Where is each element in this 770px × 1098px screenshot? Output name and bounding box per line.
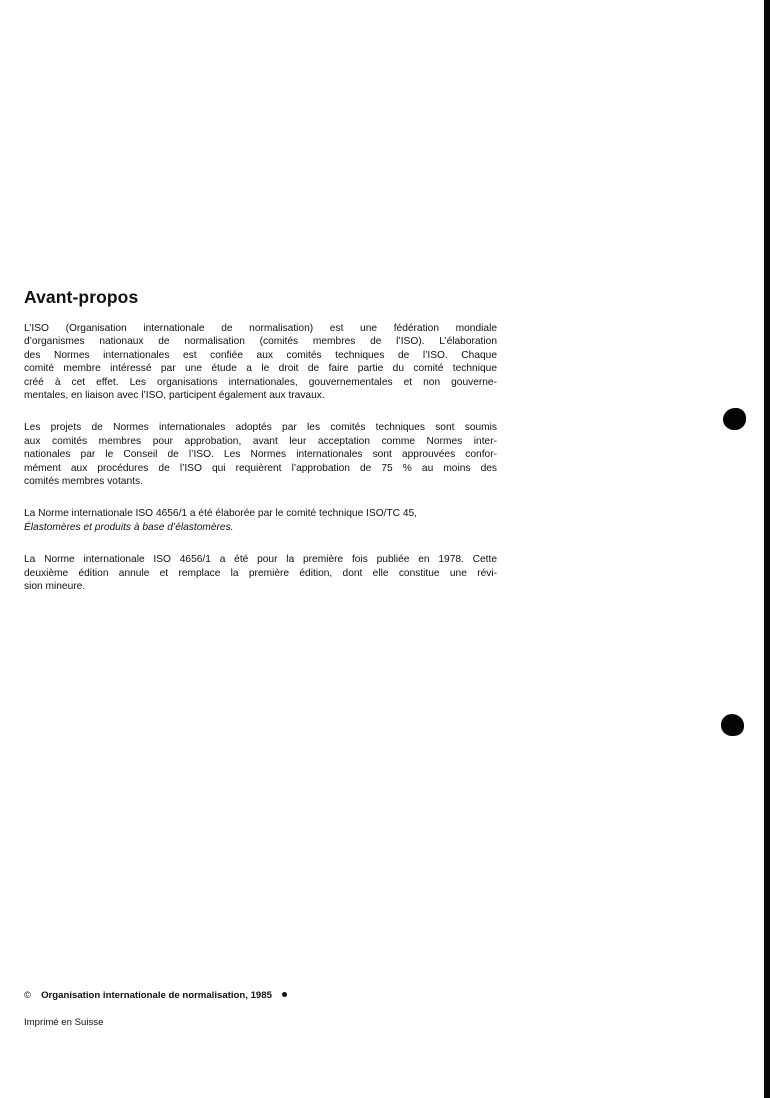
text-line: deuxième édition annule et remplace la première édition, dont elle constitue une révi- [24,567,497,579]
punch-hole-icon [723,408,746,430]
text-line: aux comités membres pour approbation, avant leur acceptation comme Normes inter- [24,435,497,447]
text-line: sion mineure. [24,581,86,593]
paragraph-approval-process [24,421,497,488]
copyright-icon: © [24,990,32,1001]
punch-hole-icon [721,714,744,736]
body-text [24,322,497,613]
printed-in-notice: Imprimé en Suisse [24,1017,104,1028]
text-line: La Norme internationale ISO 4656/1 a été élaborée par le comité technique ISO/TC 45, [24,508,418,520]
text-line: mentales, en liaison avec l’ISO, participent également aux travaux. [24,390,325,402]
text-line: d’organismes nationaux de normalisation (comités membres de l’ISO). L’élaboration [24,336,497,348]
scan-edge-band [764,0,770,1098]
paragraph-edition-history [24,553,497,593]
committee-title: Élastomères et produits à base d’élastomères. [24,521,234,533]
copyright-text: Organisation internationale de normalisation, 1985 [41,990,272,1001]
page-title: Avant-propos [24,287,139,307]
text-line: Les projets de Normes internationales adoptés par les comités techniques sont soumis [24,422,497,434]
bullet-dot-icon [282,992,287,997]
text-line: comité membre intéressé par une étude a le droit de faire partie du comité technique [24,363,497,375]
text-line: nationales par le Conseil de l’ISO. Les Normes internationales sont approuvées confor- [24,449,497,461]
text-line: mément aux procédures de l’ISO qui requièrent l’approbation de 75 % au moins des [24,462,497,474]
text-line: créé à cet effet. Les organisations internationales, gouvernementales et non gouverne- [24,376,497,388]
text-line: La Norme internationale ISO 4656/1 a été pour la première fois publiée en 1978. Cette [24,554,497,566]
paragraph-iso-description [24,322,497,402]
paragraph-technical-committee [24,507,497,534]
text-line: L’ISO (Organisation internationale de normalisation) est une fédération mondiale [24,323,497,334]
text-line: comités membres votants. [24,476,143,488]
text-line: des Normes internationales est confiée aux comités techniques de l’ISO. Chaque [24,349,497,361]
copyright-notice [24,990,287,1001]
